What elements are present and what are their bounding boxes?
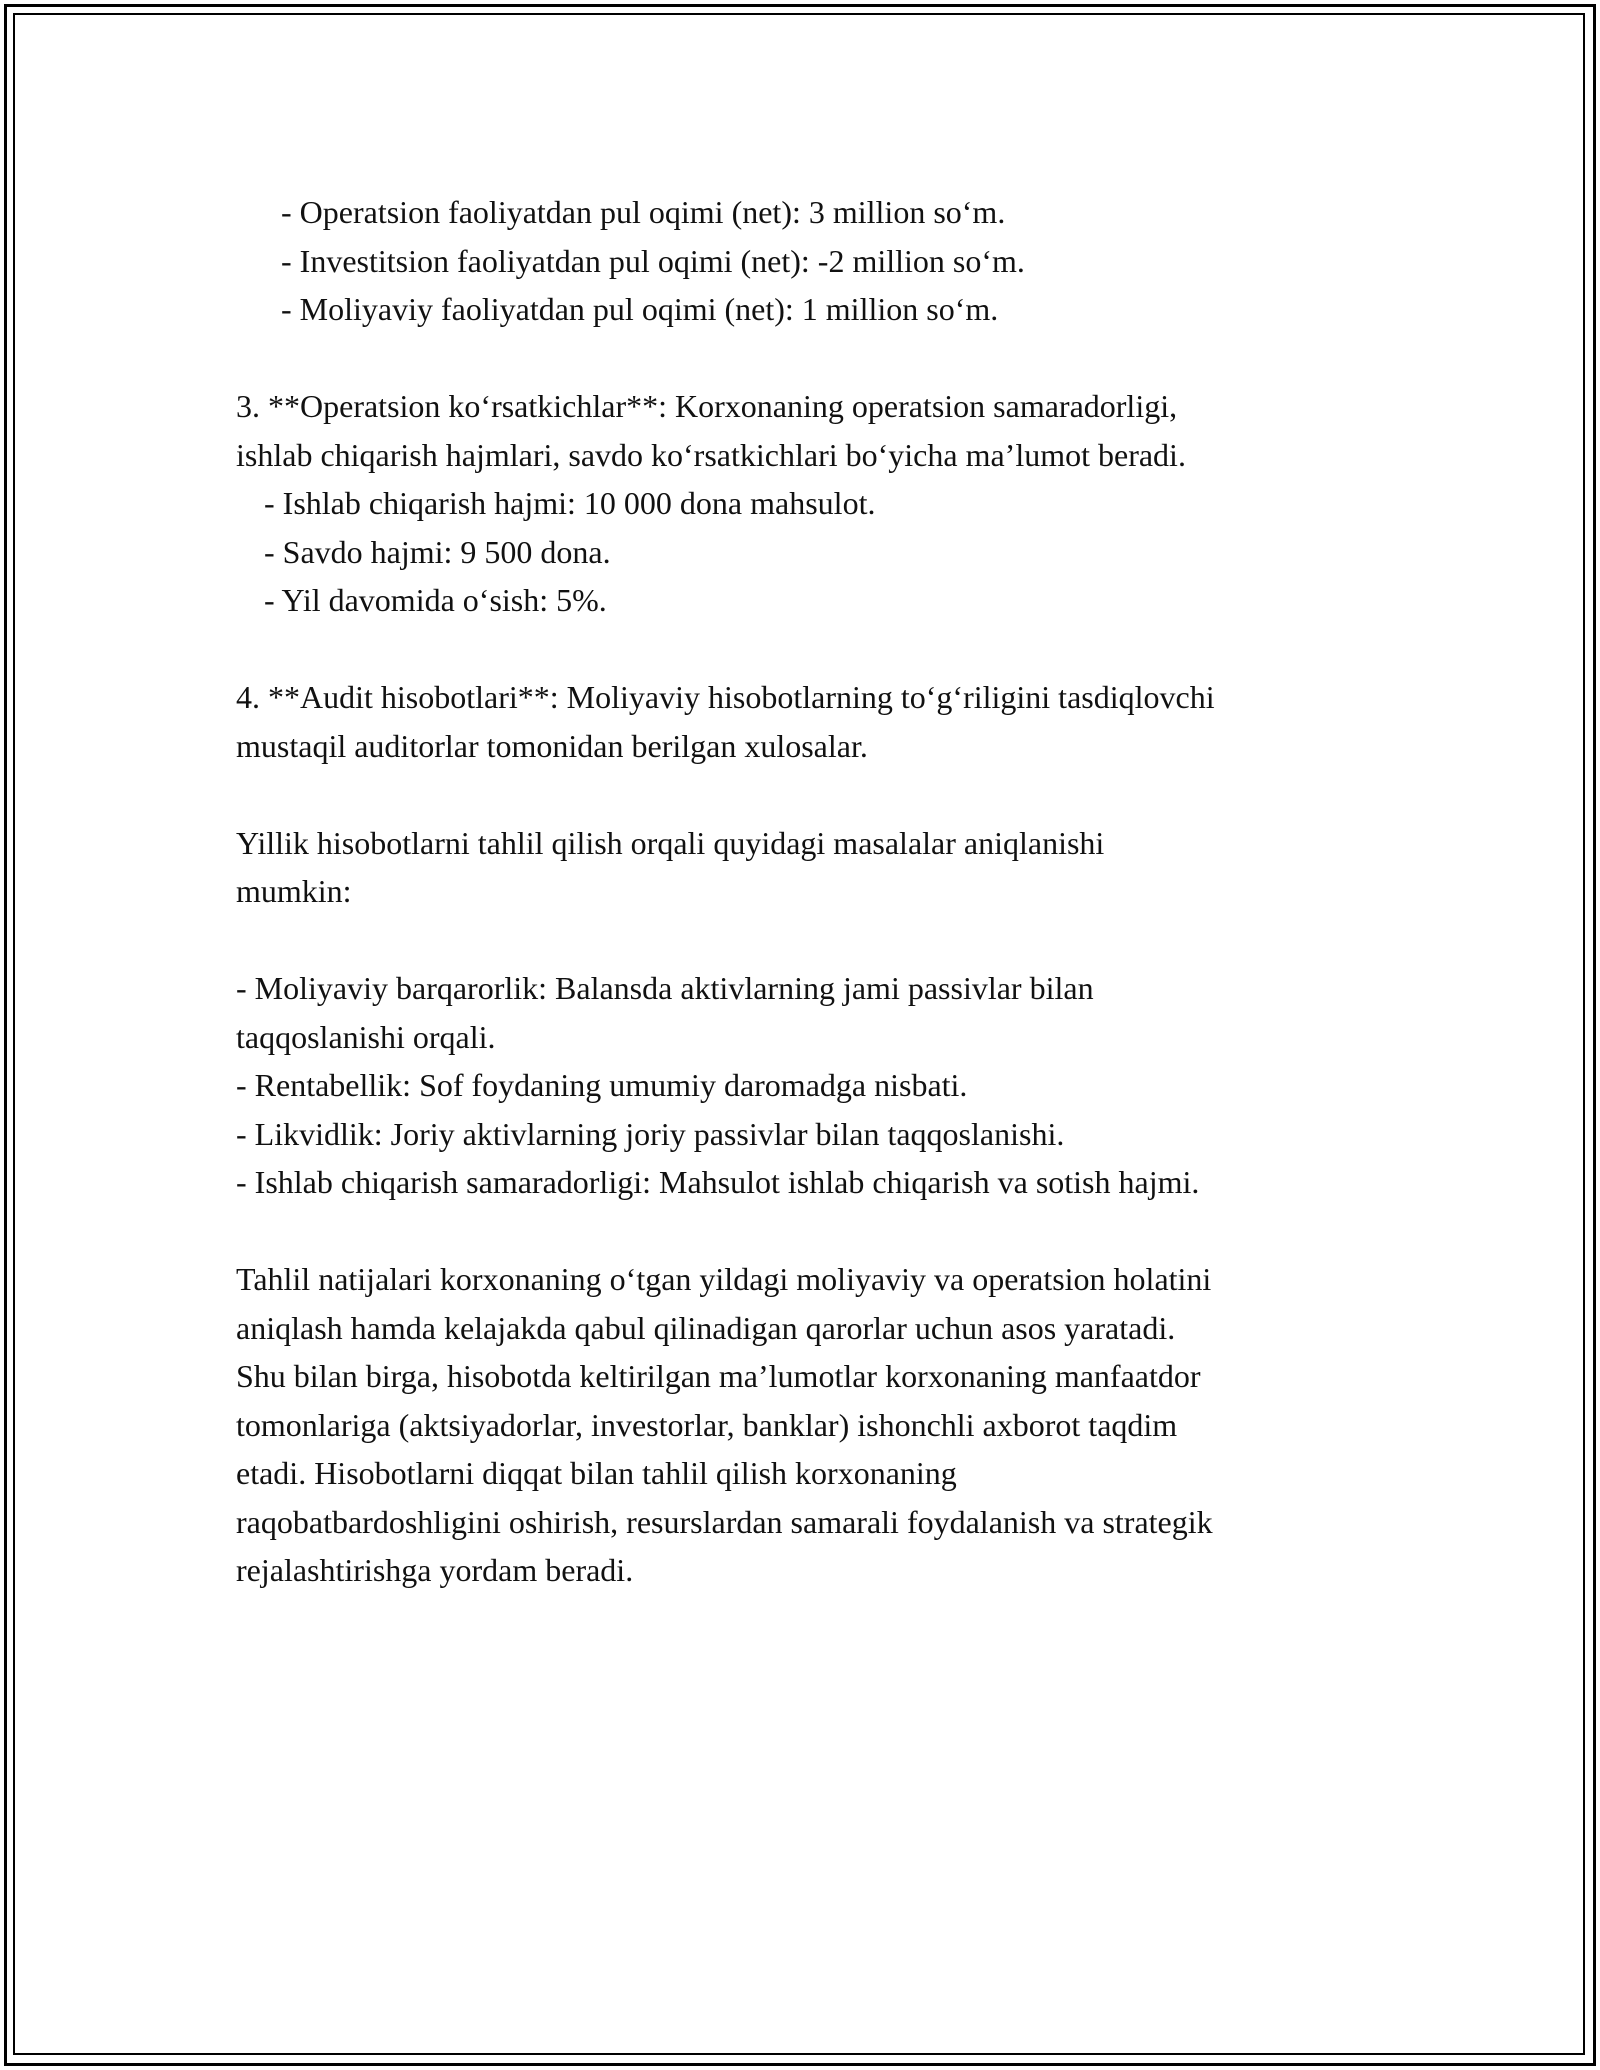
document-body xyxy=(236,188,1366,1643)
cash-flow-item-financing: - Moliyaviy faoliyatdan pul oqimi (net): 1 million so‘m. xyxy=(281,291,999,327)
issues-intro xyxy=(236,819,1366,916)
section3-item-production: - Ishlab chiqarish hajmi: 10 000 dona mahsulot. xyxy=(264,485,876,521)
cash-flow-list xyxy=(236,188,1366,334)
issue-liquidity: - Likvidlik: Joriy aktivlarning joriy passivlar bilan taqqoslanishi. xyxy=(236,1115,1065,1152)
conclusion-line: raqobatbardoshligini oshirish, resurslardan samarali foydalanish va strategik xyxy=(236,1503,1213,1540)
conclusion-line: Tahlil natijalari korxonaning o‘tgan yildagi moliyaviy va operatsion holatini xyxy=(236,1261,1212,1297)
conclusion-line: aniqlash hamda kelajakda qabul qilinadigan qarorlar uchun asos yaratadi. xyxy=(236,1309,1176,1346)
issues-list xyxy=(236,964,1366,1207)
conclusion-line: rejalashtirishga yordam beradi. xyxy=(236,1552,634,1588)
section3-heading-line1: 3. **Operatsion ko‘rsatkichlar**: Korxonaning operatsion samaradorligi, xyxy=(236,388,1178,424)
conclusion-paragraph xyxy=(236,1255,1366,1595)
cash-flow-item-investing: - Investitsion faoliyatdan pul oqimi (net): -2 million so‘m. xyxy=(281,242,1025,279)
section3-heading-line2: ishlab chiqarish hajmlari, savdo ko‘rsatkichlari bo‘yicha ma’lumot beradi. xyxy=(236,436,1186,473)
section3-item-sales: - Savdo hajmi: 9 500 dona. xyxy=(264,533,611,570)
section3-item-growth: - Yil davomida o‘sish: 5%. xyxy=(264,582,607,618)
issue-financial-stability-cont: taqqoslanishi orqali. xyxy=(236,1018,496,1055)
section4-line2: mustaqil auditorlar tomonidan berilgan xulosalar. xyxy=(236,727,868,764)
issues-intro-line1: Yillik hisobotlarni tahlil qilish orqali quyidagi masalalar aniqlanishi xyxy=(236,824,1105,861)
issue-profitability: - Rentabellik: Sof foydaning umumiy daromadga nisbati. xyxy=(236,1067,968,1103)
section-operational-indicators xyxy=(236,382,1366,625)
issue-financial-stability: - Moliyaviy barqarorlik: Balansda aktivlarning jami passivlar bilan xyxy=(236,970,1094,1006)
conclusion-line: tomonlariga (aktsiyadorlar, investorlar, banklar) ishonchli axborot taqdim xyxy=(236,1406,1178,1443)
cash-flow-item-operating: - Operatsion faoliyatdan pul oqimi (net): 3 million so‘m. xyxy=(281,194,1006,230)
issue-production-efficiency: - Ishlab chiqarish samaradorligi: Mahsulot ishlab chiqarish va sotish hajmi. xyxy=(236,1164,1200,1200)
issues-intro-line2: mumkin: xyxy=(236,873,352,909)
conclusion-line: etadi. Hisobotlarni diqqat bilan tahlil qilish korxonaning xyxy=(236,1455,957,1491)
section4-line1: 4. **Audit hisobotlari**: Moliyaviy hisobotlarning to‘g‘riligini tasdiqlovchi xyxy=(236,679,1215,715)
conclusion-line: Shu bilan birga, hisobotda keltirilgan ma’lumotlar korxonaning manfaatdor xyxy=(236,1358,1201,1394)
section-audit-reports xyxy=(236,673,1366,770)
